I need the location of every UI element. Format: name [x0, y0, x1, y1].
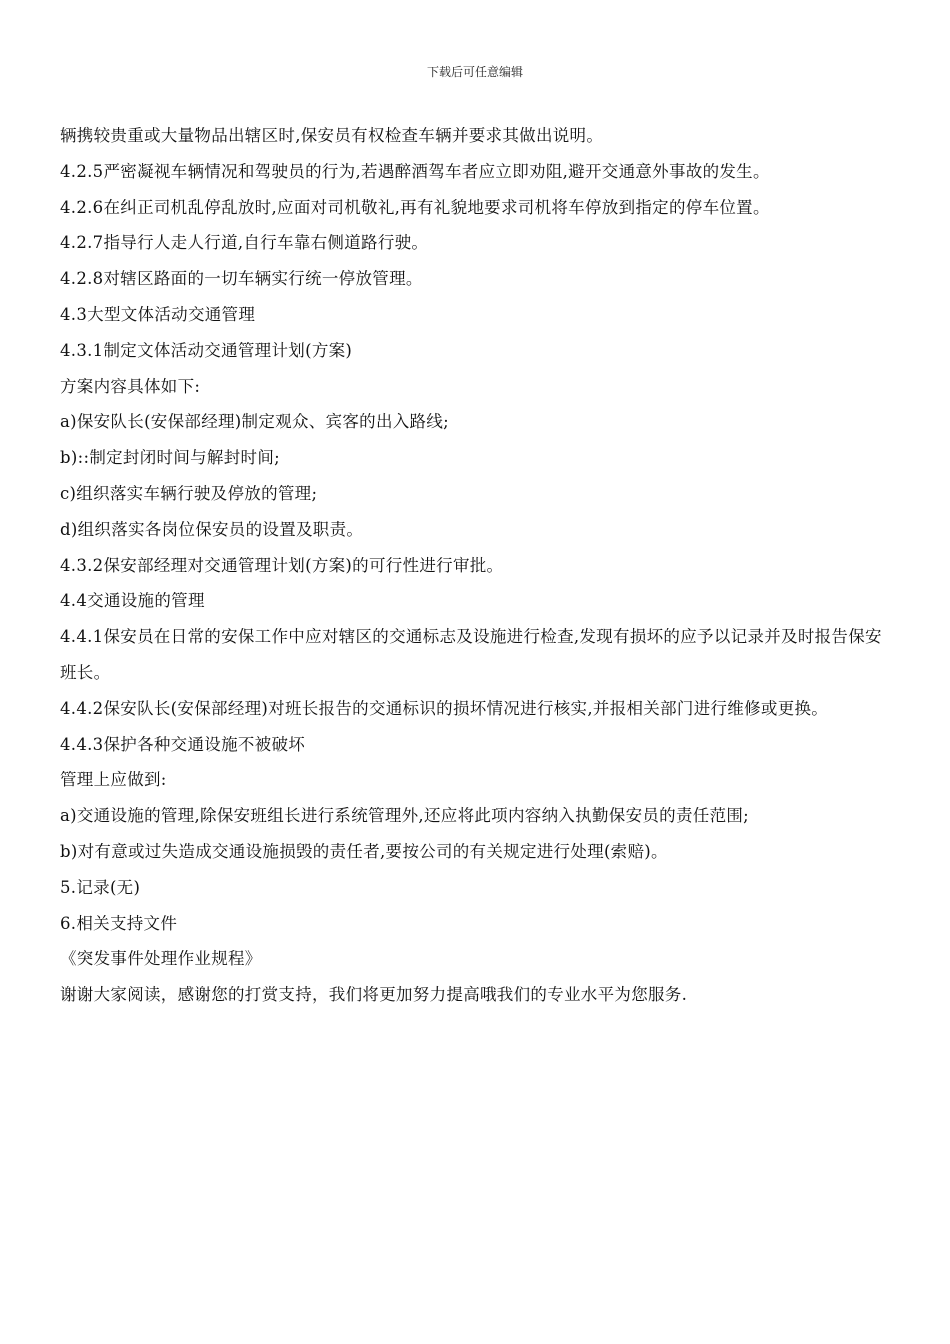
paragraph: 4.2.6在纠正司机乱停乱放时,应面对司机敬礼,再有礼貌地要求司机将车停放到指定的停车位置。	[60, 197, 770, 217]
paragraph: 方案内容具体如下:	[60, 376, 201, 396]
paragraph: 4.4.3保护各种交通设施不被破坏	[60, 734, 306, 754]
list-item: a)保安队长(安保部经理)制定观众、宾客的出入路线;	[60, 412, 450, 432]
paragraph: 4.4.2保安队长(安保部经理)对班长报告的交通标识的损坏情况进行核实,并报相关部门进行维修或更换。	[60, 698, 829, 718]
paragraph: 4.3.1制定文体活动交通管理计划(方案)	[60, 340, 353, 360]
list-item: a)交通设施的管理,除保安班组长进行系统管理外,还应将此项内容纳入执勤保安员的责任范围;	[60, 806, 750, 826]
list-item: d)组织落实各岗位保安员的设置及职责。	[60, 519, 364, 539]
closing-note: 谢谢大家阅读，感谢您的打赏支持，我们将更加努力提高哦我们的专业水平为您服务.	[60, 985, 688, 1005]
section-heading: 5.记录(无)	[60, 877, 141, 897]
paragraph: 4.2.7指导行人走人行道,自行车靠右侧道路行驶。	[60, 233, 429, 253]
paragraph: 4.4.1保安员在日常的安保工作中应对辖区的交通标志及设施进行检查,发现有损坏的应予以记录并及时报告保安班长。	[60, 627, 882, 682]
section-heading: 6.相关支持文件	[60, 913, 178, 933]
list-item: c)组织落实车辆行驶及停放的管理;	[60, 483, 318, 503]
page-header: 下载后可任意编辑	[426, 65, 523, 79]
section-heading: 4.3大型文体活动交通管理	[60, 304, 256, 324]
paragraph: 4.2.5严密凝视车辆情况和驾驶员的行为,若遇醉酒驾车者应立即劝阻,避开交通意外事故的发生。	[60, 161, 770, 181]
paragraph: 《突发事件处理作业规程》	[60, 949, 262, 969]
list-item: b)对有意或过失造成交通设施损毁的责任者,要按公司的有关规定进行处理(索赔)。	[60, 841, 668, 861]
list-item: b)::制定封闭时间与解封时间;	[60, 448, 280, 468]
paragraph: 4.2.8对辖区路面的一切车辆实行统一停放管理。	[60, 269, 423, 289]
paragraph: 4.3.2保安部经理对交通管理计划(方案)的可行性进行审批。	[60, 555, 504, 575]
paragraph: 管理上应做到:	[60, 770, 167, 790]
document-body	[60, 118, 895, 1013]
section-heading: 4.4交通设施的管理	[60, 591, 205, 611]
paragraph: 辆携较贵重或大量物品出辖区时,保安员有权检查车辆并要求其做出说明。	[60, 126, 604, 145]
